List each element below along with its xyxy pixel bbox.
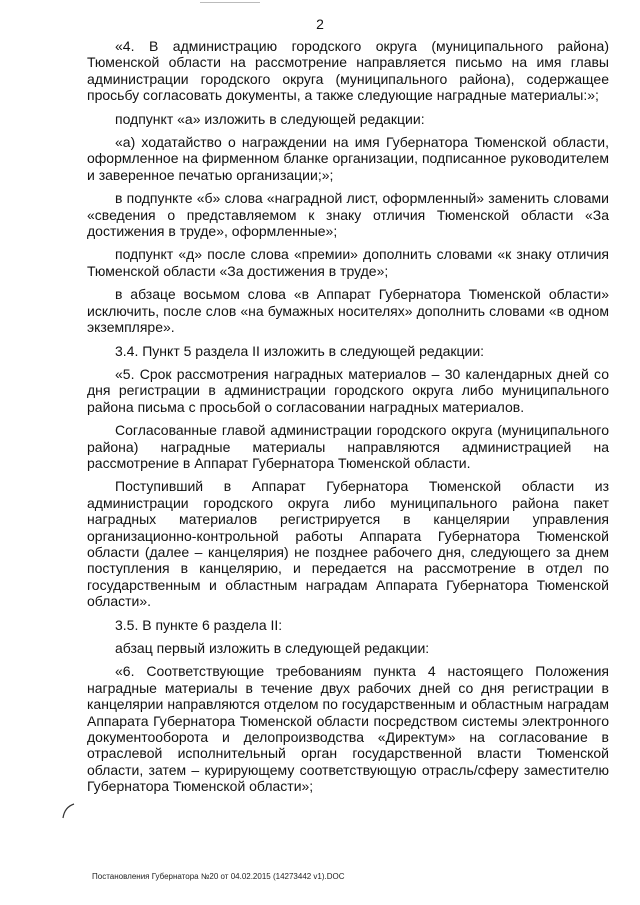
paragraph: подпункт «д» после слова «премии» дополнить словами «к знаку отличия Тюменской области «За достижения в труде»; <box>87 246 609 279</box>
paragraph: 3.4. Пункт 5 раздела II изложить в следующей редакции: <box>115 342 485 359</box>
paragraph: «5. Срок рассмотрения наградных материалов – 30 календарных дней со дня регистрации в администрации городского округа либо муниципального района письма с просьбой о согласовании наградных материалов. <box>87 365 609 415</box>
paragraph: «6. Соответствующие требованиям пункта 4 настоящего Положения наградные материалы в течение двух рабочих дней со дня регистрации в канцелярии направляются отделом по государственным и областным наградам Аппарата Губернатора Тюменской области посредством системы электронного документооборота и делопроизводства «Директум» на согласование в отраслевой исполнительный орган государственной власти Тюменской области, затем – курирующему соответствующую отрасль/сферу заместителю Губернатора Тюменской области»; <box>87 663 609 795</box>
document-body <box>87 38 609 802</box>
paragraph: в подпункте «б» слова «наградной лист, оформленный» заменить словами «сведения о представляемом к знаку отличия Тюменской области «За достижения в труде», оформленные»; <box>87 190 609 240</box>
pen-mark <box>60 802 76 820</box>
paragraph: «4. В администрацию городского округа (муниципального района) Тюменской области на рассмотрение направляется письмо на имя главы администрации городского округа (муниципального района), содержащее просьбу согласовать документы, а также следующие наградные материалы:»; <box>87 38 609 104</box>
paragraph: в абзаце восьмом слова «в Аппарат Губернатора Тюменской области» исключить, после слов «на бумажных носителях» дополнить словами «в одном экземпляре». <box>87 286 609 336</box>
scan-artifact-line <box>200 2 260 3</box>
paragraph: Поступивший в Аппарат Губернатора Тюменской области из администрации городского округа либо муниципального района пакет наградных материалов регистрируется в канцелярии управления организационно-контрольной работы Аппарата Губернатора Тюменской области (далее – канцелярия) не позднее рабочего дня, следующего за днем поступления в канцелярию, и передается на рассмотрение в отдел по государственным и областным наградам Аппарата Губернатора Тюменской области». <box>87 478 609 610</box>
paragraph: Согласованные главой администрации городского округа (муниципального района) наградные материалы направляются администрацией на рассмотрение в Аппарат Губернатора Тюменской области. <box>87 422 609 471</box>
paragraph: абзац первый изложить в следующей редакции: <box>115 640 430 656</box>
page-number: 2 <box>316 16 324 32</box>
paragraph: «а) ходатайство о награждении на имя Губернатора Тюменской области, оформленное на фирменном бланке организации, подписанное руководителем и заверенное печатью организации;»; <box>87 134 609 183</box>
document-footer: Постановления Губернатора №20 от 04.02.2015 (14273442 v1).DOC <box>92 872 345 881</box>
paragraph: 3.5. В пункте 6 раздела II: <box>115 616 283 633</box>
paragraph: подпункт «а» изложить в следующей редакции: <box>115 110 425 127</box>
